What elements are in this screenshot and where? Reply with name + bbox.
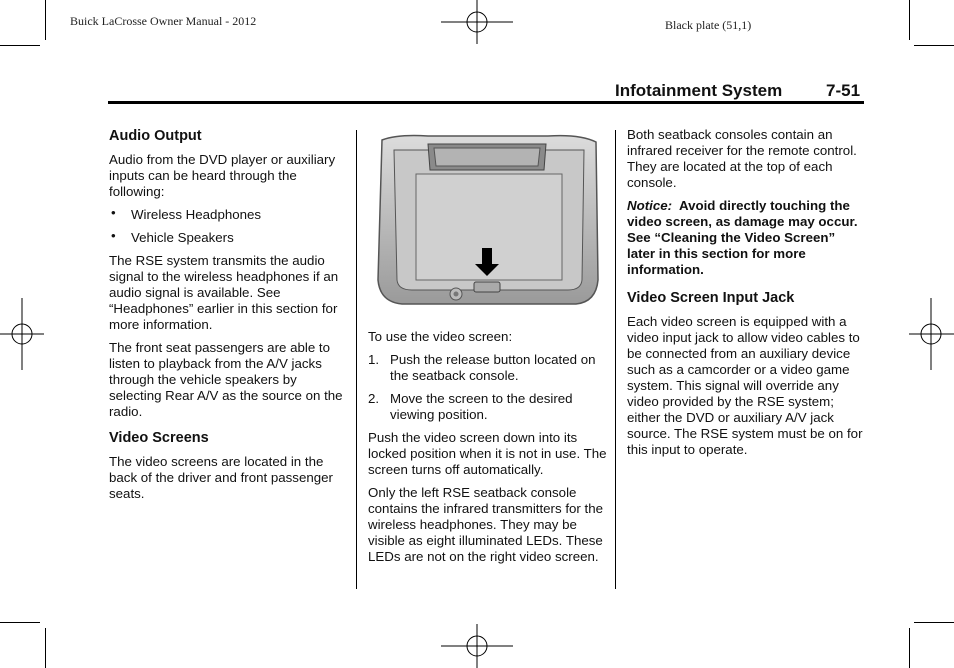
input-jack-heading: Video Screen Input Jack <box>627 290 795 306</box>
left-console-text: Only the left RSE seatback console contains the infrared transmitters for the wireless headphones. They may be visible as eight illuminated LEDs. These LEDs are not on the right video screen. <box>368 485 604 564</box>
rse-transmit-text: The RSE system transmits the audio signal to the wireless headphones if an audio signal is available. See “Headphones” earlier in this section for more information. <box>109 253 339 332</box>
column-1 <box>109 127 347 509</box>
audio-intro: Audio from the DVD player or auxiliary inputs can be heard through the following: <box>109 152 336 199</box>
column-divider-1 <box>356 130 357 589</box>
notice-label: Notice: <box>627 198 673 213</box>
push-down-text: Push the video screen down into its locked position when it is not in use. The screen turns off automatically. <box>368 430 607 477</box>
list-item: • Vehicle Speakers <box>111 228 234 245</box>
seatback-video-screen-illustration <box>368 130 608 313</box>
section-title: Infotainment System <box>615 81 783 100</box>
notice-text: Avoid directly touching the video screen, as damage may occur. See “Cleaning the Video Screen” later in this section for more information. <box>627 198 858 277</box>
list-item: 2. Move the screen to the desired viewing position. <box>368 391 573 422</box>
video-screens-heading: Video Screens <box>109 430 209 446</box>
header-rule <box>108 101 864 104</box>
notice-paragraph <box>627 198 865 278</box>
front-seat-text: The front seat passengers are able to listen to playback from the A/V jacks through the vehicle speakers by selecting Rear A/V as the source on the radio. <box>109 340 343 419</box>
column-divider-2 <box>615 130 616 589</box>
column-2 <box>368 329 608 572</box>
list-item: 1. Push the release button located on the seatback console. <box>368 352 596 383</box>
video-screens-text: The video screens are located in the back of the driver and front passenger seats. <box>109 454 333 501</box>
input-jack-text: Each video screen is equipped with a video input jack to allow video cables to be connected from an auxiliary device such as a camcorder or a video game system. This signal will override any video provided by the RSE system; either the DVD or auxiliary A/V jack source. The RSE system must be on for this input to operate. <box>627 314 863 457</box>
manual-title: Buick LaCrosse Owner Manual - 2012 <box>70 14 257 28</box>
column-3 <box>627 127 865 465</box>
audio-output-heading: Audio Output <box>109 128 202 144</box>
plate-label: Black plate (51,1) <box>665 18 752 32</box>
to-use-text: To use the video screen: <box>368 329 513 344</box>
list-item: • Wireless Headphones <box>111 205 262 222</box>
both-consoles-text: Both seatback consoles contain an infrared receiver for the remote control. They are located at the top of each console. <box>627 127 857 190</box>
page-number: 7-51 <box>826 81 861 100</box>
